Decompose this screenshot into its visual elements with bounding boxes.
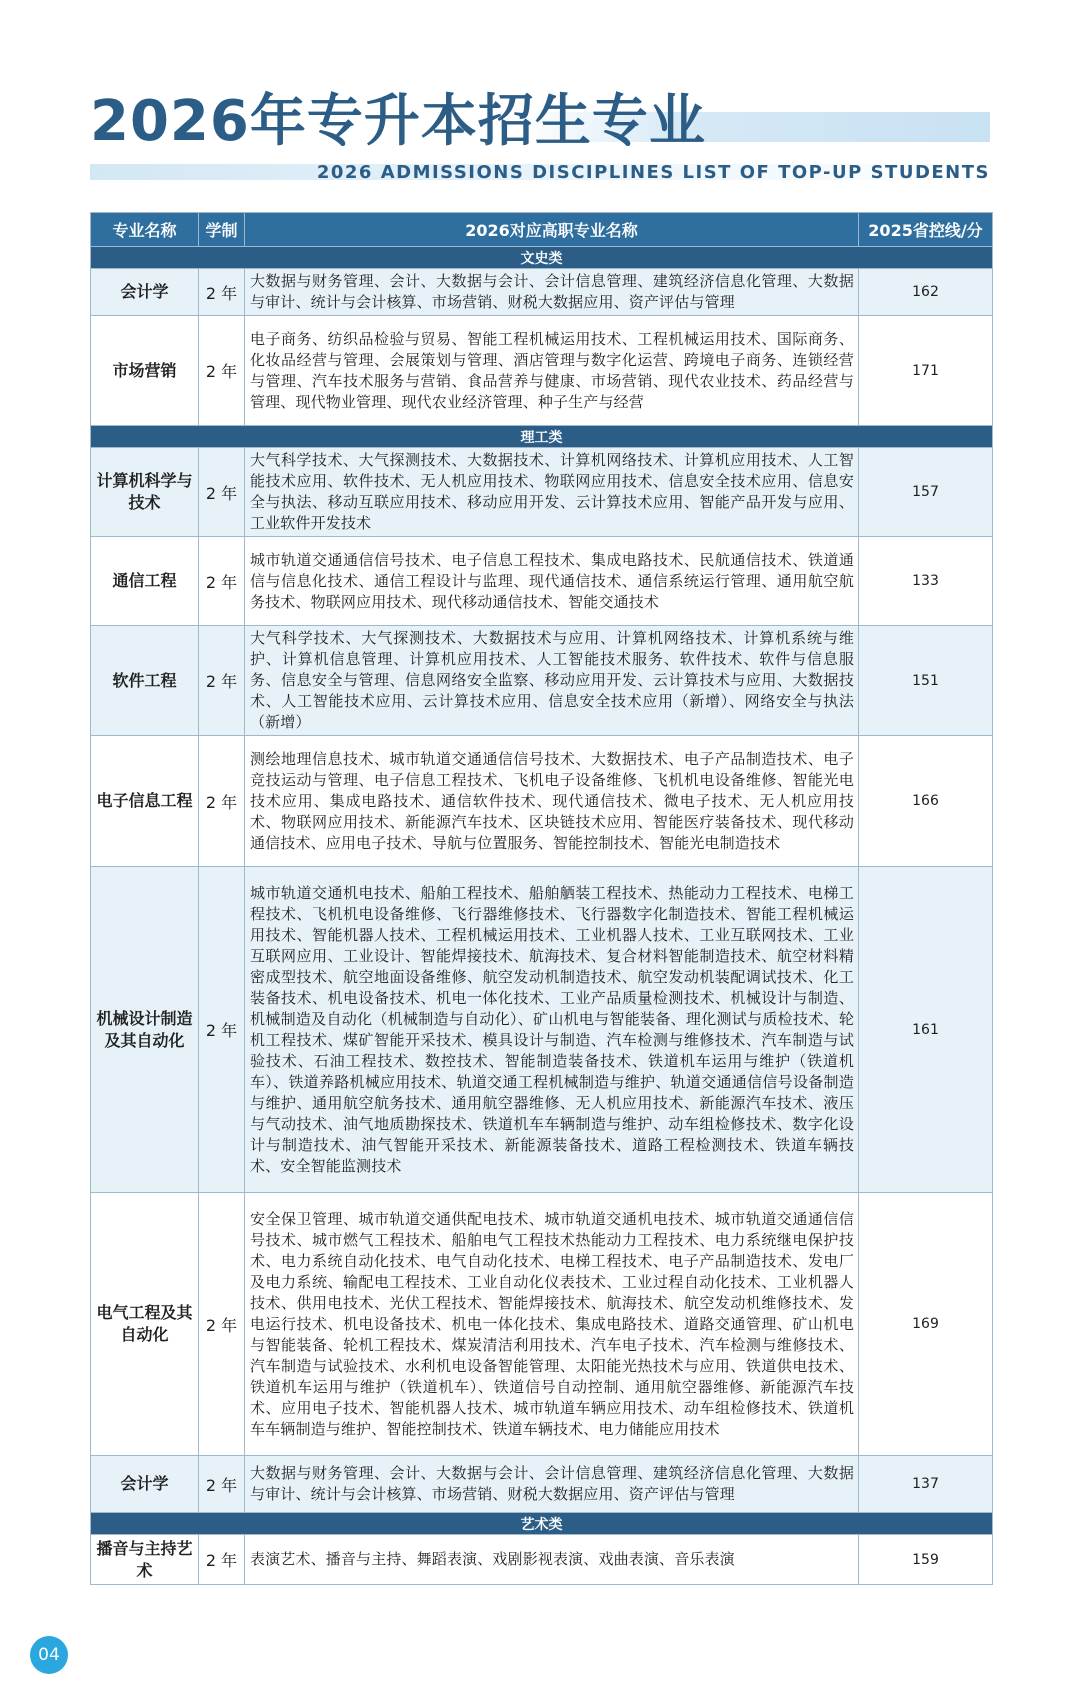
table-row (91, 537, 993, 626)
category-row (91, 247, 993, 269)
programs-cell: 电子商务、纺织品检验与贸易、智能工程机械运用技术、工程机械运用技术、国际商务、化妆品经营与管理、会展策划与管理、酒店管理与数字化运营、跨境电子商务、连锁经营与管理、汽车技术服务与营销、食品营养与健康、市场营销、现代农业技术、药品经营与管理、现代物业管理、现代农业经济管理、种子生产与经营 (245, 316, 859, 426)
duration-cell: 2 年 (199, 736, 245, 867)
duration-cell: 2 年 (199, 1456, 245, 1513)
score-cell: 137 (859, 1456, 993, 1513)
score-cell: 169 (859, 1193, 993, 1456)
table-row (91, 626, 993, 736)
page-title: 2026年专升本招生专业 (90, 89, 706, 154)
table-header (91, 213, 993, 247)
major-name: 计算机科学与技术 (91, 448, 199, 537)
score-cell: 133 (859, 537, 993, 626)
major-name: 会计学 (91, 269, 199, 316)
duration-cell: 2 年 (199, 537, 245, 626)
major-name: 机械设计制造及其自动化 (91, 867, 199, 1193)
column-header-major: 专业名称 (91, 213, 199, 247)
score-cell: 162 (859, 269, 993, 316)
score-cell: 166 (859, 736, 993, 867)
major-name: 软件工程 (91, 626, 199, 736)
duration-cell: 2 年 (199, 269, 245, 316)
category-label: 理工类 (91, 426, 993, 448)
category-row (91, 1513, 993, 1535)
major-name: 市场营销 (91, 316, 199, 426)
major-name: 会计学 (91, 1456, 199, 1513)
duration-cell: 2 年 (199, 1193, 245, 1456)
major-name: 播音与主持艺术 (91, 1535, 199, 1585)
table-row (91, 316, 993, 426)
column-header-programs: 2026对应高职专业名称 (245, 213, 859, 247)
programs-cell: 大气科学技术、大气探测技术、大数据技术、计算机网络技术、计算机应用技术、人工智能技术应用、软件技术、无人机应用技术、物联网应用技术、信息安全技术应用、信息安全与执法、移动互联应用技术、移动应用开发、云计算技术应用、智能产品开发与应用、工业软件开发技术 (245, 448, 859, 537)
programs-cell: 大数据与财务管理、会计、大数据与会计、会计信息管理、建筑经济信息化管理、大数据与审计、统计与会计核算、市场营销、财税大数据应用、资产评估与管理 (245, 269, 859, 316)
programs-cell: 城市轨道交通机电技术、船舶工程技术、船舶舾装工程技术、热能动力工程技术、电梯工程技术、飞机机电设备维修、飞行器维修技术、飞行器数字化制造技术、智能工程机械运用技术、智能机器人技术、工程机械运用技术、工业机器人技术、工业互联网技术、工业互联网应用、工业设计、智能焊接技术、航海技术、复合材料智能制造技术、航空材料精密成型技术、航空地面设备维修、航空发动机制造技术、航空发动机装配调试技术、化工装备技术、机电设备技术、机电一体化技术、工业产品质量检测技术、机械设计与制造、机械制造及自动化（机械制造与自动化）、矿山机电与智能装备、理化测试与质检技术、轮机工程技术、煤矿智能开采技术、模具设计与制造、汽车检测与维修技术、汽车制造与试验技术、石油工程技术、数控技术、智能制造装备技术、铁道机车运用与维护（铁道机车）、铁道养路机械应用技术、轨道交通工程机械制造与维护、轨道交通通信信号设备制造与维护、通用航空航务技术、通用航空器维修、无人机应用技术、新能源汽车技术、液压与气动技术、油气地质勘探技术、铁道机车车辆制造与维护、动车组检修技术、数字化设计与制造技术、油气智能开采技术、新能源装备技术、道路工程检测技术、铁道车辆技术、安全智能监测技术 (245, 867, 859, 1193)
table-row (91, 269, 993, 316)
programs-cell: 表演艺术、播音与主持、舞蹈表演、戏剧影视表演、戏曲表演、音乐表演 (245, 1535, 859, 1585)
duration-cell: 2 年 (199, 626, 245, 736)
duration-cell: 2 年 (199, 316, 245, 426)
category-label: 文史类 (91, 247, 993, 269)
score-cell: 171 (859, 316, 993, 426)
table-row (91, 1193, 993, 1456)
programs-cell: 大数据与财务管理、会计、大数据与会计、会计信息管理、建筑经济信息化管理、大数据与审计、统计与会计核算、市场营销、财税大数据应用、资产评估与管理 (245, 1456, 859, 1513)
score-cell: 161 (859, 867, 993, 1193)
table-row (91, 1456, 993, 1513)
score-cell: 157 (859, 448, 993, 537)
duration-cell: 2 年 (199, 448, 245, 537)
category-row (91, 426, 993, 448)
programs-cell: 测绘地理信息技术、城市轨道交通通信信号技术、大数据技术、电子产品制造技术、电子竞技运动与管理、电子信息工程技术、飞机电子设备维修、飞机机电设备维修、智能光电技术应用、集成电路技术、通信软件技术、现代通信技术、微电子技术、无人机应用技术、物联网应用技术、新能源汽车技术、区块链技术应用、智能医疗装备技术、现代移动通信技术、应用电子技术、导航与位置服务、智能控制技术、智能光电制造技术 (245, 736, 859, 867)
admissions-table (90, 212, 993, 1585)
major-name: 电气工程及其自动化 (91, 1193, 199, 1456)
table-row (91, 736, 993, 867)
column-header-duration: 学制 (199, 213, 245, 247)
table-row (91, 1535, 993, 1585)
score-cell: 159 (859, 1535, 993, 1585)
major-name: 电子信息工程 (91, 736, 199, 867)
programs-cell: 安全保卫管理、城市轨道交通供配电技术、城市轨道交通机电技术、城市轨道交通通信信号技术、城市燃气工程技术、船舶电气工程技术热能动力工程技术、电力系统继电保护技术、电力系统自动化技术、电气自动化技术、电梯工程技术、电子产品制造技术、发电厂及电力系统、输配电工程技术、工业自动化仪表技术、工业过程自动化技术、工业机器人技术、供用电技术、光伏工程技术、智能焊接技术、航海技术、航空发动机维修技术、发电运行技术、机电设备技术、机电一体化技术、集成电路技术、道路交通管理、矿山机电与智能装备、轮机工程技术、煤炭清洁利用技术、汽车电子技术、汽车检测与维修技术、汽车制造与试验技术、水利机电设备智能管理、太阳能光热技术与应用、铁道供电技术、铁道机车运用与维护（铁道机车）、铁道信号自动控制、通用航空器维修、新能源汽车技术、应用电子技术、智能机器人技术、城市轨道车辆应用技术、动车组检修技术、铁道机车车辆制造与维护、智能控制技术、铁道车辆技术、电力储能应用技术 (245, 1193, 859, 1456)
programs-cell: 城市轨道交通通信信号技术、电子信息工程技术、集成电路技术、民航通信技术、铁道通信与信息化技术、通信工程设计与监理、现代通信技术、通信系统运行管理、通用航空航务技术、物联网应用技术、现代移动通信技术、智能交通技术 (245, 537, 859, 626)
major-name: 通信工程 (91, 537, 199, 626)
score-cell: 151 (859, 626, 993, 736)
programs-cell: 大气科学技术、大气探测技术、大数据技术与应用、计算机网络技术、计算机系统与维护、计算机信息管理、计算机应用技术、人工智能技术服务、软件技术、软件与信息服务、信息安全与管理、信息网络安全监察、移动应用开发、云计算技术与应用、大数据技术、人工智能技术应用、云计算技术应用、信息安全技术应用（新增）、网络安全与执法（新增） (245, 626, 859, 736)
category-label: 艺术类 (91, 1513, 993, 1535)
page-number-badge: 04 (30, 1636, 68, 1674)
table-row (91, 448, 993, 537)
column-header-score: 2025省控线/分 (859, 213, 993, 247)
table-row (91, 867, 993, 1193)
page-subtitle: 2026 ADMISSIONS DISCIPLINES LIST OF TOP-UP STUDENTS (316, 162, 990, 183)
duration-cell: 2 年 (199, 1535, 245, 1585)
duration-cell: 2 年 (199, 867, 245, 1193)
